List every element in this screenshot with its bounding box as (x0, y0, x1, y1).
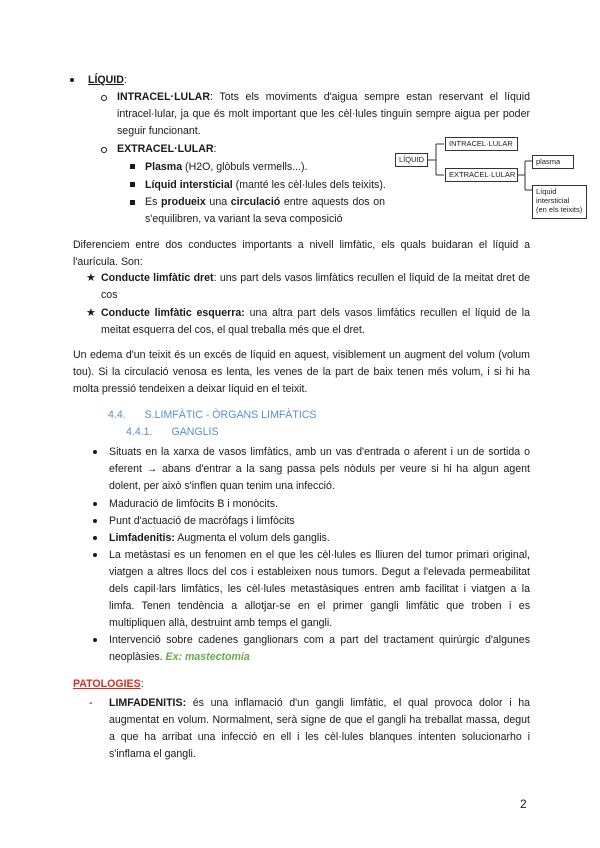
bullet (93, 450, 97, 454)
bullet (93, 502, 97, 506)
circle-bullet (101, 95, 107, 101)
diagram-intra: INTRACEL·LULAR (445, 137, 518, 151)
bullet (93, 553, 97, 557)
ganglis-b6-1: Intervenció sobre cadenes ganglionars com a part del tractament quirúrgic d'algunes (109, 634, 530, 646)
conducte-esquerra-2: meitat esquerra del cos, el qual treballa més que el dret. (101, 324, 365, 336)
ganglis-b5-2: viatgen a altres llocs del cos i estableixen nous tumors. Degut a l'elevada permeabilitat (109, 566, 530, 578)
star-bullet: ★ (86, 307, 96, 319)
ganglis-b4: Limfadenitis: Augmenta el volum dels ganglis. (109, 532, 330, 544)
square-bullet (130, 182, 135, 187)
conductes-intro-1: Diferenciem entre dos conductes importants a nivell limfàtic, els quals buidaran el líquid a (73, 239, 530, 251)
intra-line-2: intracel·lular, ja que és molt important que les cèl·lules tinguin sempre aigua per poder (117, 108, 530, 120)
edema-2: tou). Si la circulació venosa es lenta, les venes de la part de baix tenen més volum, i si hi ha (73, 366, 530, 378)
circle-bullet (101, 147, 107, 153)
ganglis-b2: Maduració de limfòcits B i monòcits. (109, 498, 278, 510)
bullet (93, 638, 97, 642)
patologies-heading: PATOLOGIES: (73, 678, 144, 690)
square-bullet (130, 200, 135, 205)
ganglis-b1-1: Situats en la xarxa de vasos limfàtics, amb un vas d'entrada o aferent i un de sortida o (109, 446, 530, 458)
liquid-title: LÍQUID (88, 74, 124, 86)
extra-item-circulacio: Es produeix una circulació entre aquests dos on (145, 196, 385, 208)
extra-item-circulacio-2: s'equilibren, va variant la seva composició (145, 213, 343, 225)
ganglis-b5-3: dels capil·lars limfàtics, les cèl·lules metastàsiques entren amb facilitat i viatgen a la (109, 583, 530, 595)
conducte-dret-1: Conducte limfàtic dret: uns part dels vasos limfàtics recullen el líquid de la meitat dret de (101, 272, 530, 284)
ganglis-b6-2: neoplàsies. Ex: mastectomia (109, 651, 250, 663)
intra-line-1: INTRACEL·LULAR: Tots els moviments d'aigua sempre estan reservant el líquid (117, 91, 530, 103)
bullet (93, 519, 97, 523)
page-number: 2 (520, 797, 527, 811)
patologies-4: s'inflama el gangli. (109, 748, 196, 760)
dash-bullet: - (89, 697, 93, 709)
patologies-1: LIMFADENITIS: és una inflamació d'un gangli limfàtic, el qual provoca dolor i ha (109, 697, 530, 709)
ganglis-b1-2: eferent → abans d'entrar a la sang passa pels nòduls per veure si hi ha algun agent (109, 463, 530, 475)
ganglis-b5-5: multipliquen allà, destruint amb temps el gangli. (109, 617, 333, 629)
liquid-heading: LÍQUID: (88, 74, 127, 86)
conductes-intro-2: l'aurícula. Son: (73, 256, 143, 268)
diagram-intersticial: Líquid intersticial (en els teixits) (532, 185, 587, 219)
edema-3: molta pressió tendeixen a deixar líquid en el teixit. (73, 383, 308, 395)
patologies-3: a que ha arribat una infecció en ell i les cèl·lules blanques intenten solucionarho i (109, 731, 530, 743)
conducte-esquerra-1: Conducte limfàtic esquerra: una altra part dels vasos limfàtics recullen el líquid de la (101, 307, 530, 319)
ganglis-b5-4: limfa. Tenen tendència a allotjar-se en el primer gangli limfàtic que troben i es (109, 600, 530, 612)
star-bullet: ★ (86, 272, 96, 284)
section-heading: 4.4. S.LIMFÀTIC - ÒRGANS LIMFÀTICS (108, 409, 317, 421)
square-bullet (130, 164, 135, 169)
ganglis-b1-3: dolent, per això s'inflen quan tenim una infecció. (109, 480, 335, 492)
conducte-dret-2: cos (101, 289, 118, 301)
diagram-plasma: plasma (532, 155, 574, 169)
patologies-2: augmentat en volum. Normalment, serà signe de que el gangli ha treballat massa, degut (109, 714, 530, 726)
bullet (93, 536, 97, 540)
intra-line-3: seguir funcionant. (117, 125, 201, 137)
extra-heading: EXTRACEL·LULAR: (117, 143, 217, 155)
edema-1: Un edema d'un teixit és un excés de líquid en aquest, visiblement un augment del volum (volum (73, 349, 530, 361)
diagram-root: LÍQUID (395, 153, 428, 167)
subsection-heading: 4.4.1. GANGLIS (126, 426, 219, 438)
bullet (70, 78, 74, 82)
ganglis-b5-1: La metàstasi es un fenomen en el que les cèl·lules es lliuren del tumor primari original, (109, 549, 530, 561)
example-text: Ex: mastectomia (165, 651, 250, 663)
ganglis-b3: Punt d'actuació de macròfags i limfòcits (109, 515, 295, 527)
extra-item-plasma: Plasma (H2O, glòbuls vermells...). (145, 161, 308, 173)
extra-item-intersticial: Líquid intersticial (manté les cèl·lules dels teixits). (145, 179, 386, 191)
diagram-extra: EXTRACEL·LULAR (445, 168, 518, 182)
